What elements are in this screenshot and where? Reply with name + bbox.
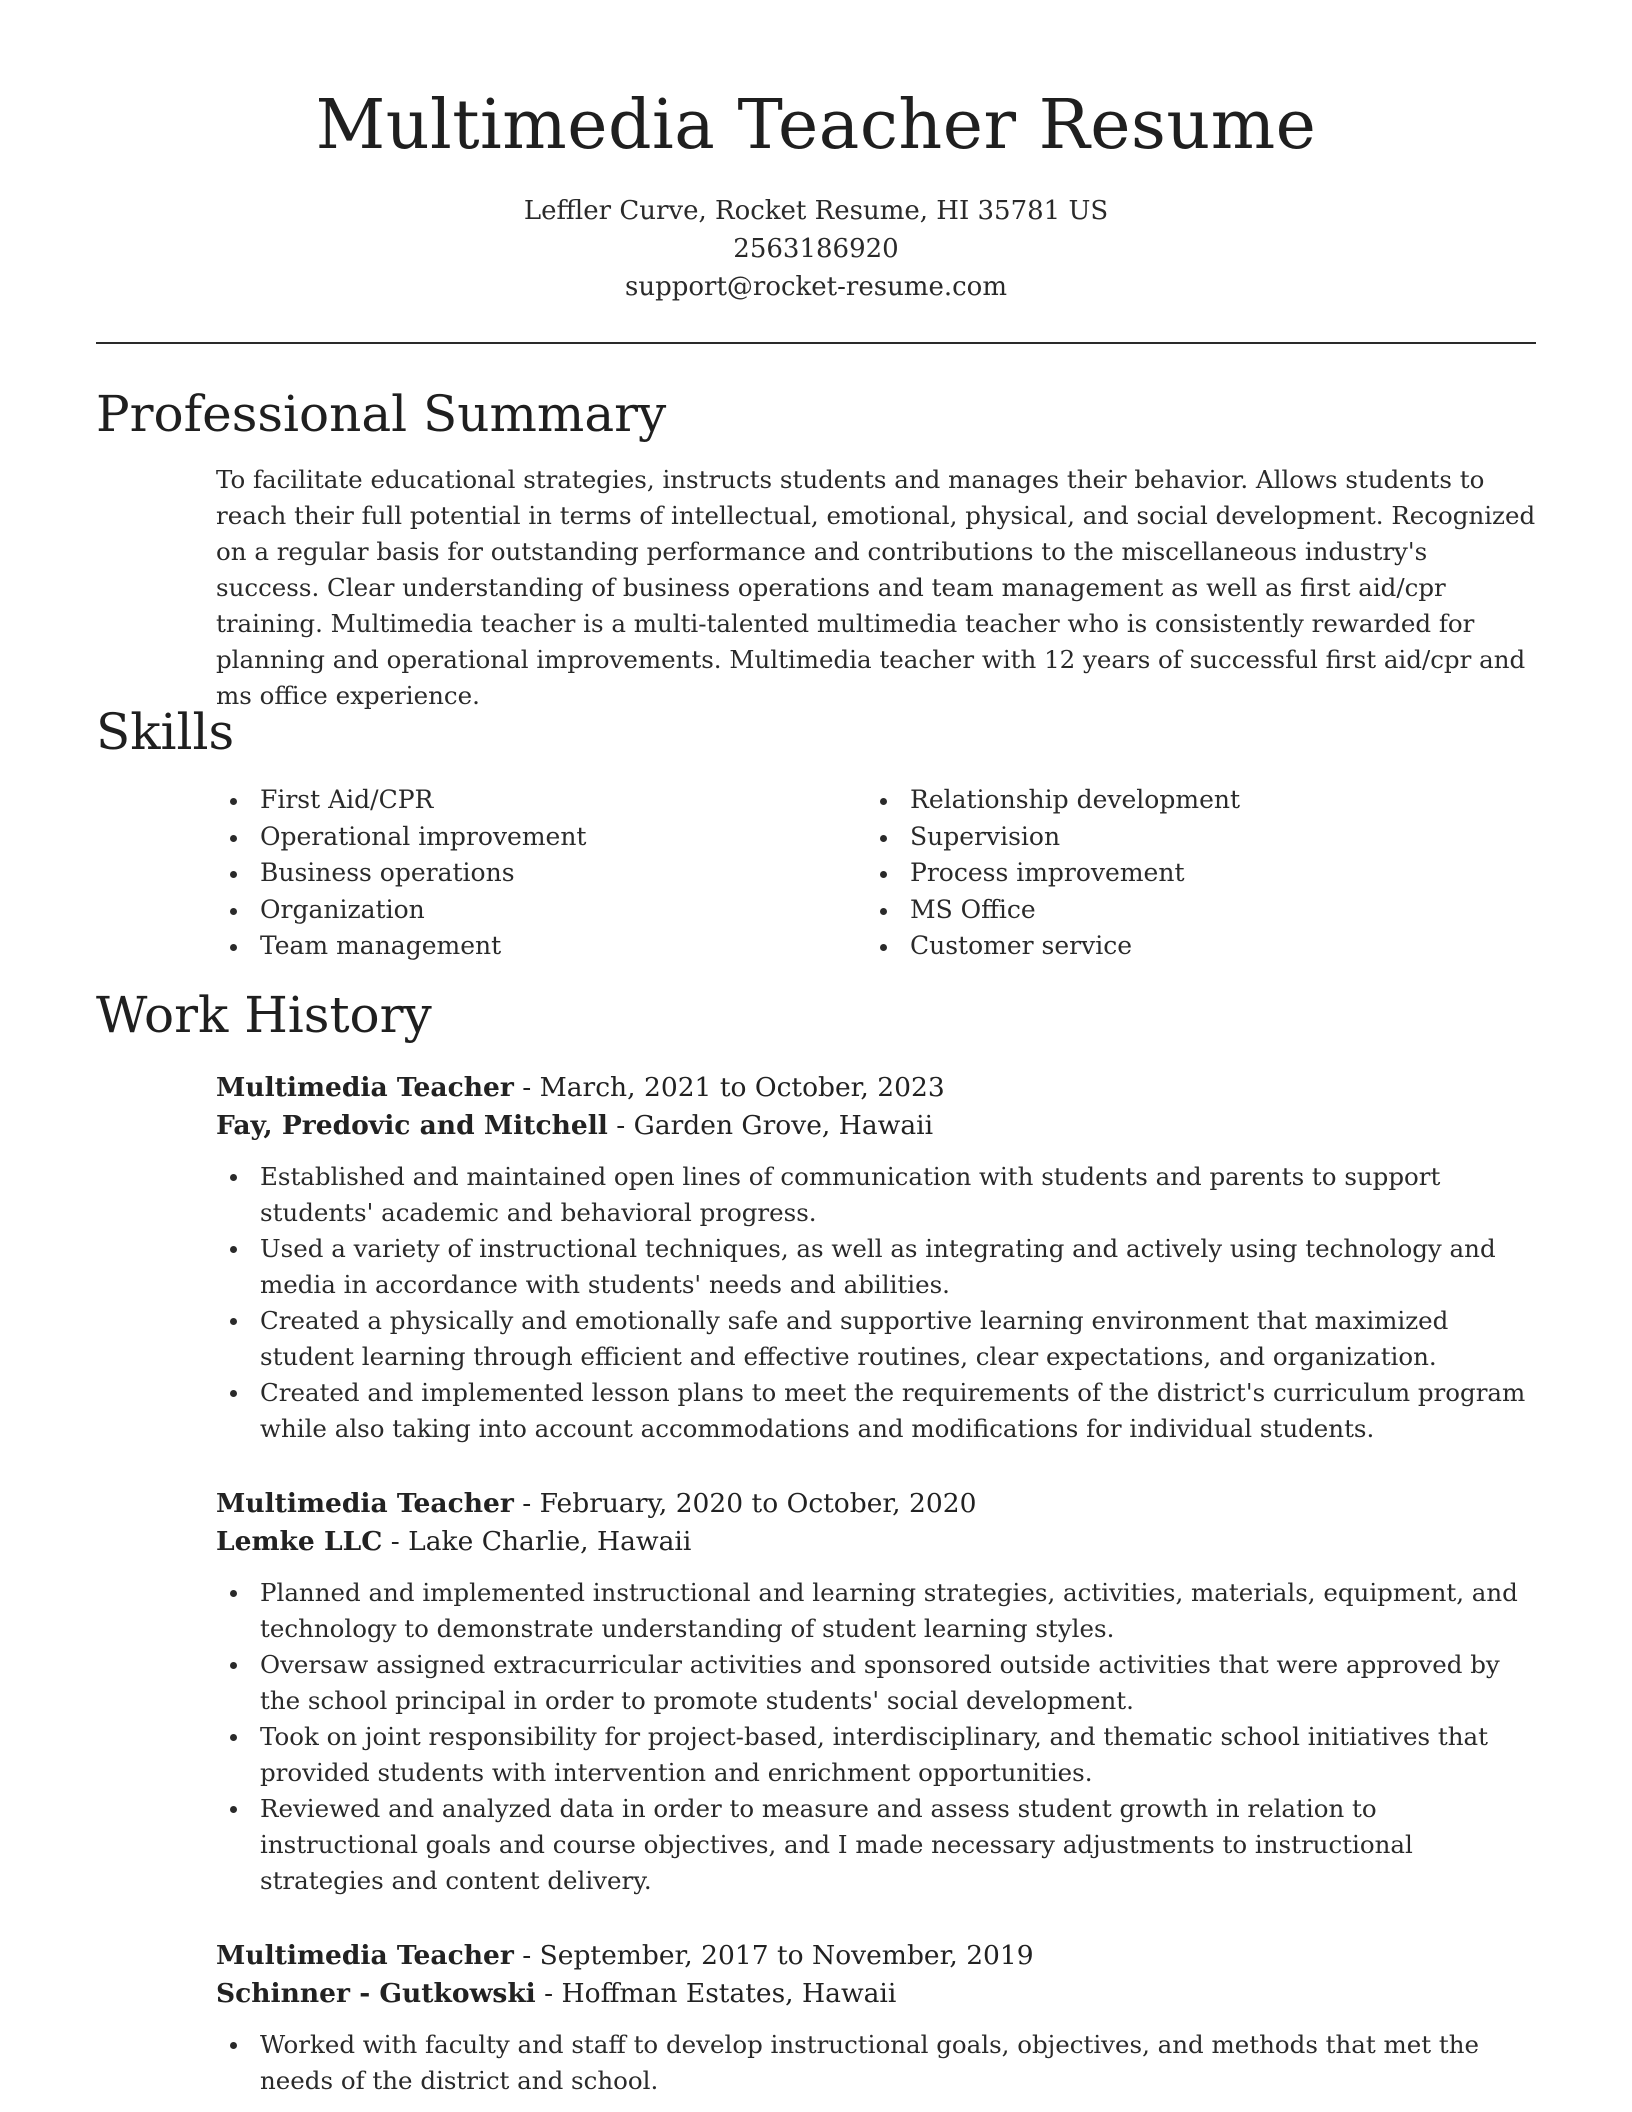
resume-title: Multimedia Teacher Resume xyxy=(315,86,1317,165)
contact-phone: 2563186920 xyxy=(733,234,899,264)
job-company: Fay, Predovic and Mitchell xyxy=(216,1110,608,1141)
skill-item: Business operations xyxy=(216,855,866,892)
job-bullets xyxy=(216,1159,1540,1447)
job-entry xyxy=(216,1069,1540,1447)
skill-item: Relationship development xyxy=(866,782,1516,819)
job-bullet: Worked with faculty and staff to develop instructional goals, objectives, and methods that met the needs of the district and school. xyxy=(216,2027,1540,2099)
job-bullets xyxy=(216,1575,1540,1899)
job-title-line xyxy=(216,1069,1540,1107)
job-bullet: Used a variety of instructional techniques, as well as integrating and actively using technology and media in accordance with students' needs and abilities. xyxy=(216,1231,1540,1303)
summary-text: To facilitate educational strategies, instructs students and manages their behavior. Allows students to reach their full potential in terms of intellectual, emotional, physical, and social development. Recognized on a regular basis for outstanding performance and contributions to the miscellaneous industry's success. Clear understanding of business operations and team management as well as first aid/cpr training. Multimedia teacher is a multi-talented multimedia teacher who is consistently rewarded for planning and operational improvements. Multimedia teacher with 12 years of successful first aid/cpr and ms office experience. xyxy=(216,465,1536,710)
job-company-line xyxy=(216,1975,1540,2013)
job-bullet: Planned and implemented instructional and learning strategies, activities, materials, equipment, and technology to demonstrate understanding of student learning styles. xyxy=(216,1575,1540,1647)
job-bullets xyxy=(216,2027,1540,2099)
skill-item: Operational improvement xyxy=(216,819,866,856)
skills-column-right xyxy=(866,782,1516,965)
skill-item: MS Office xyxy=(866,892,1516,929)
job-dates: - March, 2021 to October, 2023 xyxy=(513,1072,945,1103)
skills-list xyxy=(216,782,1536,965)
header-divider xyxy=(96,342,1536,344)
skill-item: Supervision xyxy=(866,819,1516,856)
skill-item: Customer service xyxy=(866,928,1516,965)
skill-item: Organization xyxy=(216,892,866,929)
skill-item: Team management xyxy=(216,928,866,965)
skills-column-left xyxy=(216,782,866,965)
job-title: Multimedia Teacher xyxy=(216,1940,514,1971)
job-entry xyxy=(216,1485,1540,1899)
work-history-heading: Work History xyxy=(96,986,432,1044)
job-dates: - September, 2017 to November, 2019 xyxy=(513,1940,1034,1971)
job-company-line xyxy=(216,1107,1540,1145)
job-bullet: Took on joint responsibility for project-based, interdisciplinary, and thematic school initiatives that provided students with intervention and enrichment opportunities. xyxy=(216,1719,1540,1791)
job-bullet: Oversaw assigned extracurricular activities and sponsored outside activities that were approved by the school principal in order to promote students' social development. xyxy=(216,1647,1540,1719)
job-title-line xyxy=(216,1485,1540,1523)
skill-item: Process improvement xyxy=(866,855,1516,892)
job-dates: - February, 2020 to October, 2020 xyxy=(513,1488,977,1519)
job-location: - Garden Grove, Hawaii xyxy=(607,1110,934,1141)
contact-block xyxy=(0,192,1632,306)
job-company: Schinner - Gutkowski xyxy=(216,1978,536,2009)
job-location: - Lake Charlie, Hawaii xyxy=(382,1526,692,1557)
job-location: - Hoffman Estates, Hawaii xyxy=(535,1978,897,2009)
job-entry xyxy=(216,1937,1540,2099)
contact-address: Leffler Curve, Rocket Resume, HI 35781 US xyxy=(523,196,1109,226)
job-bullet: Created a physically and emotionally safe and supportive learning environment that maximized student learning through efficient and effective routines, clear expectations, and organization. xyxy=(216,1303,1540,1375)
skills-heading: Skills xyxy=(96,703,235,761)
resume-header xyxy=(0,86,1632,306)
job-company-line xyxy=(216,1523,1540,1561)
job-title-line xyxy=(216,1937,1540,1975)
contact-email: support@rocket-resume.com xyxy=(624,272,1007,302)
job-title: Multimedia Teacher xyxy=(216,1488,514,1519)
skill-item: First Aid/CPR xyxy=(216,782,866,819)
job-company: Lemke LLC xyxy=(216,1526,383,1557)
job-bullet: Reviewed and analyzed data in order to measure and assess student growth in relation to instructional goals and course objectives, and I made necessary adjustments to instructional strategies and content delivery. xyxy=(216,1791,1540,1899)
job-title: Multimedia Teacher xyxy=(216,1072,514,1103)
summary-heading: Professional Summary xyxy=(96,385,667,443)
job-bullet: Created and implemented lesson plans to meet the requirements of the district's curriculum program while also taking into account accommodations and modifications for individual students. xyxy=(216,1375,1540,1447)
job-bullet: Established and maintained open lines of communication with students and parents to support students' academic and behavioral progress. xyxy=(216,1159,1540,1231)
